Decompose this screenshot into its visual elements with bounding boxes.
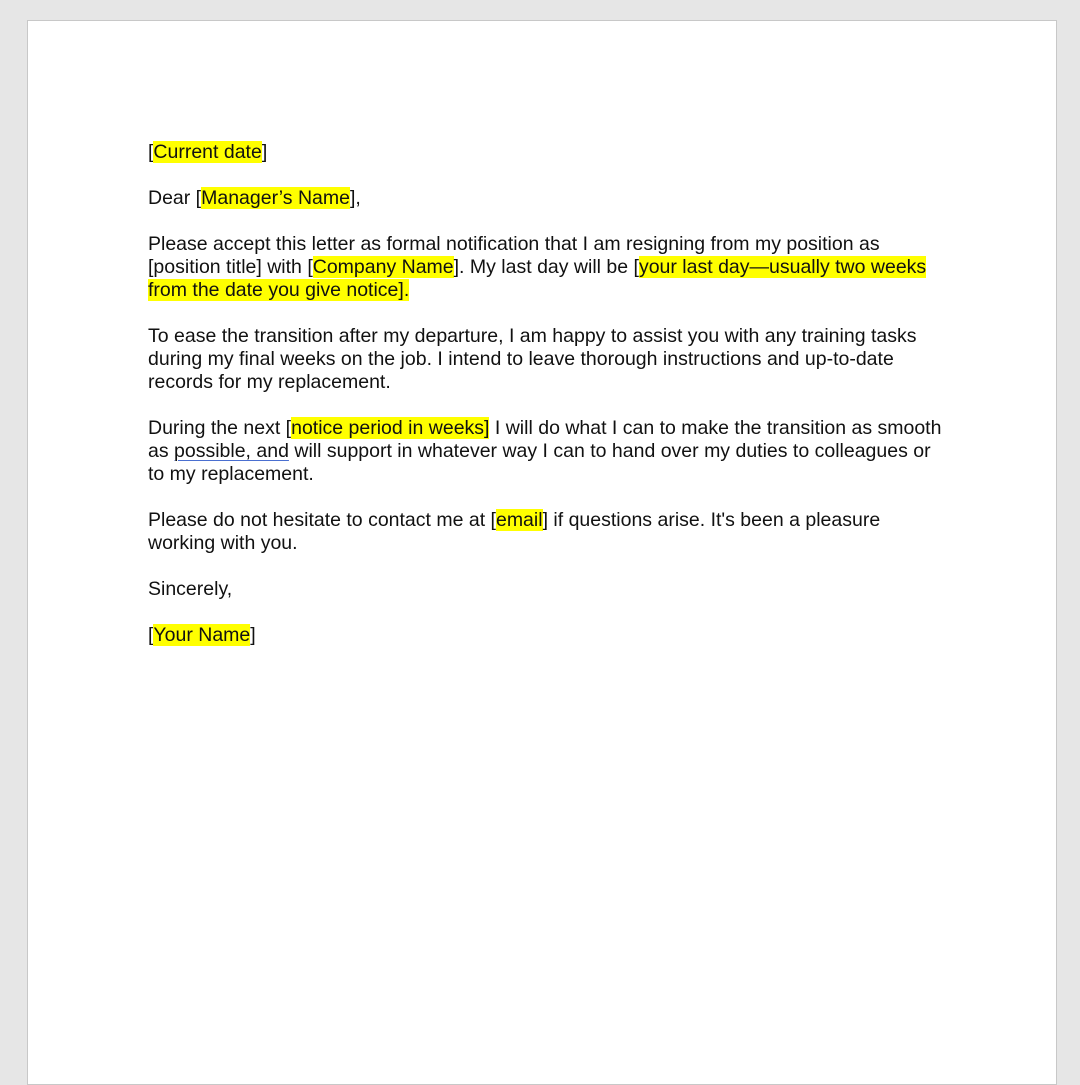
salutation-prefix: Dear [ bbox=[148, 187, 202, 209]
your-name-placeholder[interactable]: Your Name bbox=[153, 624, 251, 646]
notice-text-2: I will do what I can to make the transition as smooth as bbox=[148, 417, 942, 462]
date-placeholder[interactable]: Current date bbox=[153, 141, 262, 163]
resignation-paragraph[interactable] bbox=[148, 233, 948, 302]
contact-paragraph[interactable] bbox=[148, 509, 948, 555]
signature-close-bracket: ] bbox=[250, 624, 256, 646]
date-open-bracket: [ bbox=[148, 141, 154, 163]
notice-text-3: will support in whatever way I can to hand over my duties to colleagues or to my replacement. bbox=[148, 440, 931, 485]
notice-period-paragraph[interactable] bbox=[148, 417, 948, 486]
salutation-line[interactable] bbox=[148, 187, 948, 210]
last-day-placeholder[interactable]: your last day—usually two weeks from the date you give notice]. bbox=[148, 256, 927, 301]
resignation-text-1: Please accept this letter as formal notification that I am resigning from my position as [position title] with [ bbox=[148, 233, 880, 278]
resignation-text-2: ]. My last day will be [ bbox=[453, 256, 639, 278]
date-close-bracket: ] bbox=[261, 141, 268, 163]
company-name-placeholder[interactable]: Company Name bbox=[312, 256, 454, 278]
contact-text-2: ] if questions arise. It's been a pleasure working with you. bbox=[148, 509, 881, 554]
date-line[interactable] bbox=[148, 141, 948, 164]
letter-body[interactable] bbox=[148, 141, 948, 670]
contact-text-1: Please do not hesitate to contact me at [ bbox=[148, 509, 496, 531]
email-placeholder[interactable]: email bbox=[495, 509, 543, 531]
manager-name-placeholder[interactable]: Manager’s Name bbox=[201, 187, 350, 209]
signature-open-bracket: [ bbox=[148, 624, 154, 646]
signature-line[interactable] bbox=[148, 624, 948, 647]
grammar-suggestion[interactable]: possible, and bbox=[174, 440, 289, 462]
notice-period-placeholder[interactable]: notice period in weeks] bbox=[291, 417, 490, 439]
salutation-suffix: ], bbox=[349, 187, 361, 209]
transition-paragraph[interactable]: To ease the transition after my departure, I am happy to assist you with any training tasks during my final weeks on the job. I intend to leave thorough instructions and up-to-date records for my replacement. bbox=[148, 325, 917, 393]
document-page bbox=[27, 20, 1057, 1085]
notice-text-1: During the next [ bbox=[148, 417, 292, 439]
closing-line[interactable]: Sincerely, bbox=[148, 578, 233, 600]
